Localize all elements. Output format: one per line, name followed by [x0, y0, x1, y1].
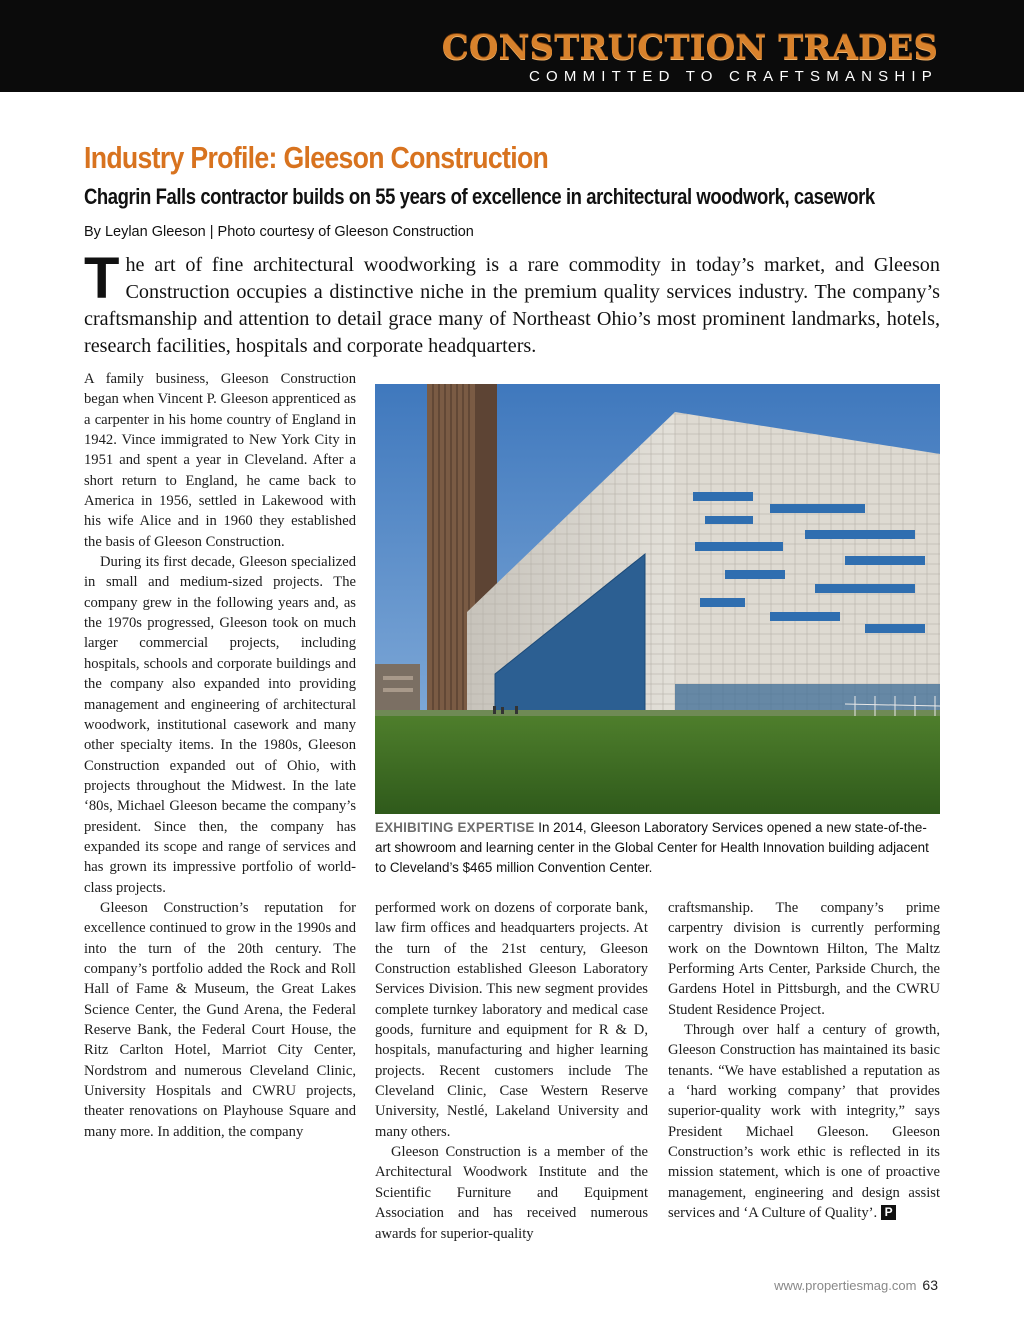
- lead-text: he art of fine architectural woodworking is a rare commodity in today’s market, and Gleeson Construction occupies a distinctive niche in the premium quality services industry. The company’s craftsmanship and attention to detail grace many of Northeast Ohio’s most prominent landmarks, hotels, research facilities, hospitals and corporate headquarters.: [84, 254, 940, 357]
- body-paragraph: During its first decade, Gleeson specialized in small and medium-sized projects. The company grew in the following years and, as the 1970s progressed, Gleeson took on much larger commercial projects, including hospitals, schools and corporate buildings and the company also expanded into providing management and engineering of architectural woodwork, institutional casework and many other specialty items. In the 1980s, Gleeson Construction expanded out of Ohio, with projects throughout the Midwest. In the late ‘80s, Michael Gleeson became the company’s president. Since then, the company has expanded its scope and range of services and has grown its impressive portfolio of world-class projects.: [84, 554, 356, 896]
- caption-text: In 2014, Gleeson Laboratory Services opened a new state-of-the-art showroom and learning center in the Global Center for Health Innovation building adjacent to Cleveland’s $465 million Convention Center.: [375, 820, 929, 875]
- body-paragraph-last: [668, 1020, 940, 1223]
- body-paragraph: craftsmanship. The company’s prime carpentry division is currently performing work on the Downtown Hilton, The Maltz Performing Arts Center, Parkside Church, the Gardens Hotel in Pittsburgh, and the CWRU Student Residence Project.: [668, 900, 940, 1018]
- body-paragraph: Gleeson Construction’s reputation for excellence continued to grow in the 1990s and into the turn of the 20th century. The company’s portfolio added the Rock and Roll Hall of Fame & Museum, the Great Lakes Science Center, the Gund Arena, the Federal Reserve Bank, the Federal Court House, the Ritz Carlton Hotel, Marriot City Center, Nordstrom and numerous Cleveland Clinic, University Hospitals and CWRU projects, theater renovations on Playhouse Square and many more. In addition, the company: [84, 899, 356, 1140]
- drop-cap: T: [84, 246, 120, 311]
- end-of-article-mark: P: [881, 1205, 896, 1220]
- masthead-title: CONSTRUCTION TRADES: [441, 28, 938, 68]
- article-byline: By Leylan Gleeson | Photo courtesy of Gleeson Construction: [84, 224, 474, 240]
- masthead-bar: [0, 0, 1024, 92]
- body-paragraph-text: Through over half a century of growth, Gleeson Construction has maintained its basic tenants. “We have established a reputation as a ‘hard working company’ that provides superior-quality work with integrity,” says President Michael Gleeson. Gleeson Construction’s work ethic is reflected in its mission statement, which is one of proactive management, engineering and design assist services and ‘A Culture of Quality’.: [668, 1022, 940, 1222]
- body-paragraph: performed work on dozens of corporate bank, law firm offices and headquarters projects. At the turn of the 21st century, Gleeson Construction established Gleeson Laboratory Services Division. This new segment provides complete turnkey laboratory and medical case goods, furniture and equipment for R & D, hospitals, manufacturing and higher learning projects. Recent customers include The Cleveland Clinic, Case Western Reserve University, Nestlé, Lakeland University and many others.: [375, 900, 648, 1140]
- body-paragraph: A family business, Gleeson Construction began when Vincent P. Gleeson apprenticed as a carpenter in his home country of England in 1942. Vince immigrated to New York City in 1951 and spent a year in Cleveland. After a short return to England, he came back to America in 1956, settled in Lakewood with his wife Alice and in 1960 they established the basis of Gleeson Construction.: [84, 371, 356, 550]
- article-subhead: Chagrin Falls contractor builds on 55 years of excellence in architectural woodwork, casework: [84, 184, 875, 209]
- photo-caption: [375, 818, 940, 878]
- article-headline: Industry Profile: Gleeson Construction: [84, 140, 549, 175]
- caption-label: EXHIBITING EXPERTISE: [375, 820, 535, 835]
- body-column-1: [84, 369, 356, 1142]
- body-column-3: [668, 898, 940, 1224]
- page-footer: [774, 1276, 938, 1295]
- building-photo: [375, 384, 940, 814]
- footer-url[interactable]: www.propertiesmag.com: [774, 1278, 917, 1293]
- masthead-subtitle: COMMITTED TO CRAFTSMANSHIP: [529, 68, 938, 85]
- body-column-2: [375, 898, 648, 1244]
- page-number: 63: [922, 1277, 938, 1293]
- lead-paragraph: [84, 246, 940, 360]
- building-illustration: [375, 384, 940, 814]
- body-paragraph: Gleeson Construction is a member of the Architectural Woodwork Institute and the Scientific Furniture and Equipment Association and has received numerous awards for superior-quality: [375, 1144, 648, 1242]
